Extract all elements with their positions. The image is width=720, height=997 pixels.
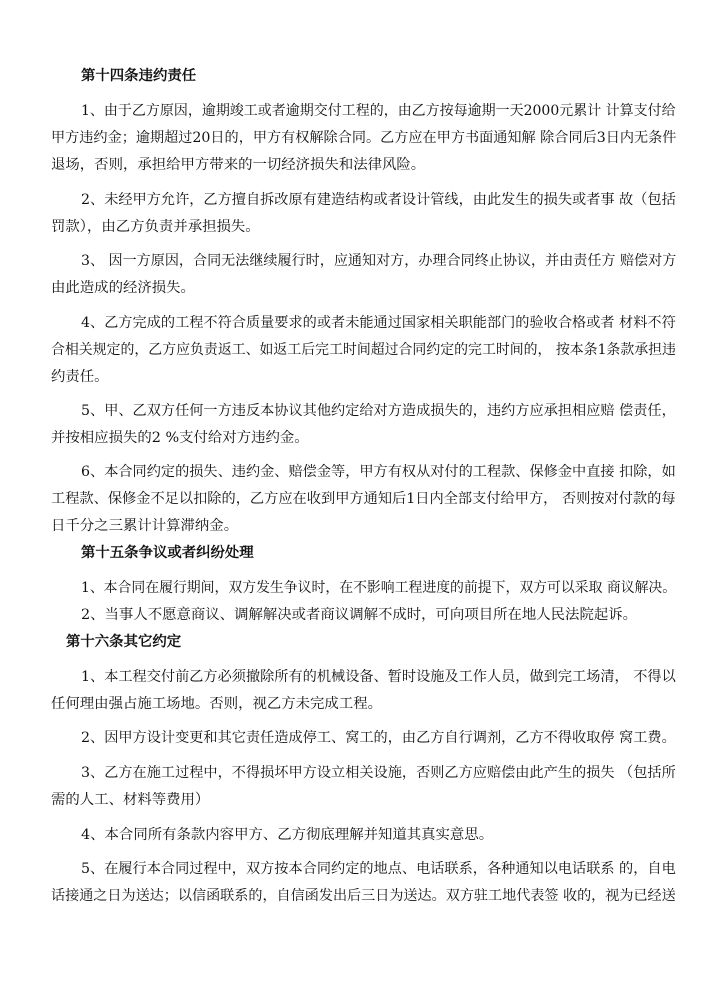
section-14-para-3-line-1: 3、 因一方原因，合同无法继续履行时，应通知对方，办理合同终止协议，并由责任方 赔偿对方 bbox=[81, 253, 677, 269]
section-14-para-6-line-3: 日千分之三累计计算滞纳金。 bbox=[51, 518, 239, 534]
section-14-para-6-line-2: 工程款、保修金不足以扣除的，乙方应在收到甲方通知后1日内全部支付给甲方， 否则按对付款的每 bbox=[51, 491, 676, 507]
section-16-para-5-line-1: 5、在履行本合同过程中，双方按本合同约定的地点、电话联系，各种通知以电话联系 的，自电 bbox=[81, 861, 676, 877]
section-14-para-2-line-1: 2、未经甲方允许，乙方擅自拆改原有建造结构或者设计管线，由此发生的损失或者事 故（包括 bbox=[81, 192, 676, 208]
section-16-para-3-line-1: 3、乙方在施工过程中，不得损坏甲方设立相关设施，否则乙方应赔偿由此产生的损失 （包括所 bbox=[81, 765, 676, 781]
section-14-para-4-line-1: 4、乙方完成的工程不符合质量要求的或者未能通过国家相关职能部门的验收合格或者 材料不符 bbox=[81, 315, 676, 331]
section-14-heading: 第十四条违约责任 bbox=[81, 67, 197, 84]
section-16-para-3-line-2: 需的人工、材料等费用） bbox=[51, 792, 210, 808]
section-14-para-2-line-2: 罚款），由乙方负责并承担损失。 bbox=[51, 219, 260, 235]
section-16-heading: 第十六条其它约定 bbox=[66, 633, 182, 650]
section-14-para-6-line-1: 6、本合同约定的损失、违约金、赔偿金等，甲方有权从对付的工程款、保修金中直接 扣除，如 bbox=[81, 464, 676, 480]
section-16-para-1-line-1: 1、本工程交付前乙方必须撤除所有的机械设备、暂时设施及工作人员，做到完工场清， 不得以 bbox=[81, 669, 676, 685]
section-16-para-4-line-1: 4、本合同所有条款内容甲方、乙方彻底理解并知道其真实意思。 bbox=[81, 827, 494, 843]
section-14-para-1-line-3: 退场，否则，承担给甲方带来的一切经济损失和法律风险。 bbox=[51, 157, 426, 173]
section-14-para-5-line-1: 5、甲、乙双方任何一方违反本协议其他约定给对方造成损失的，违约方应承担相应赔 偿责任， bbox=[81, 403, 676, 419]
section-14-para-3-line-2: 由此造成的经济损失。 bbox=[51, 280, 195, 296]
section-16-para-2-line-1: 2、因甲方设计变更和其它责任造成停工、窝工的，由乙方自行调剂，乙方不得收取停 窝工费。 bbox=[81, 730, 676, 746]
section-15-para-1-line-1: 1、本合同在履行期间，双方发生争议时，在不影响工程进度的前提下，双方可以采取 商议解决。 bbox=[81, 580, 677, 596]
section-14-para-1-line-2: 甲方违约金；逾期超过20日的，甲方有权解除合同。乙方应在甲方书面通知解 除合同后3日内无条件 bbox=[51, 130, 677, 146]
section-14-para-1-line-1: 1、由于乙方原因，逾期竣工或者逾期交付工程的，由乙方按每逾期一天2000元累计 计算支付给 bbox=[81, 103, 676, 119]
section-14-para-5-line-2: 并按相应损失的2 %支付给对方违约金。 bbox=[51, 430, 309, 446]
section-15-heading: 第十五条争议或者纠纷处理 bbox=[81, 544, 254, 561]
section-14-para-4-line-2: 合相关规定的，乙方应负责返工、如返工后完工时间超过合同约定的完工时间的， 按本条1条款承担违 bbox=[51, 342, 676, 358]
section-15-para-2-line-1: 2、当事人不愿意商议、调解解决或者商议调解不成时，可向项目所在地人民法院起诉。 bbox=[81, 607, 638, 623]
section-16-para-5-line-2: 话接通之日为送达；以信函联系的，自信函发出后三日为送达。双方驻工地代表签 收的，视为已经送 bbox=[51, 888, 676, 904]
section-14-para-4-line-3: 约责任。 bbox=[51, 369, 109, 385]
section-16-para-1-line-2: 任何理由强占施工场地。否则，视乙方未完成工程。 bbox=[51, 696, 382, 712]
